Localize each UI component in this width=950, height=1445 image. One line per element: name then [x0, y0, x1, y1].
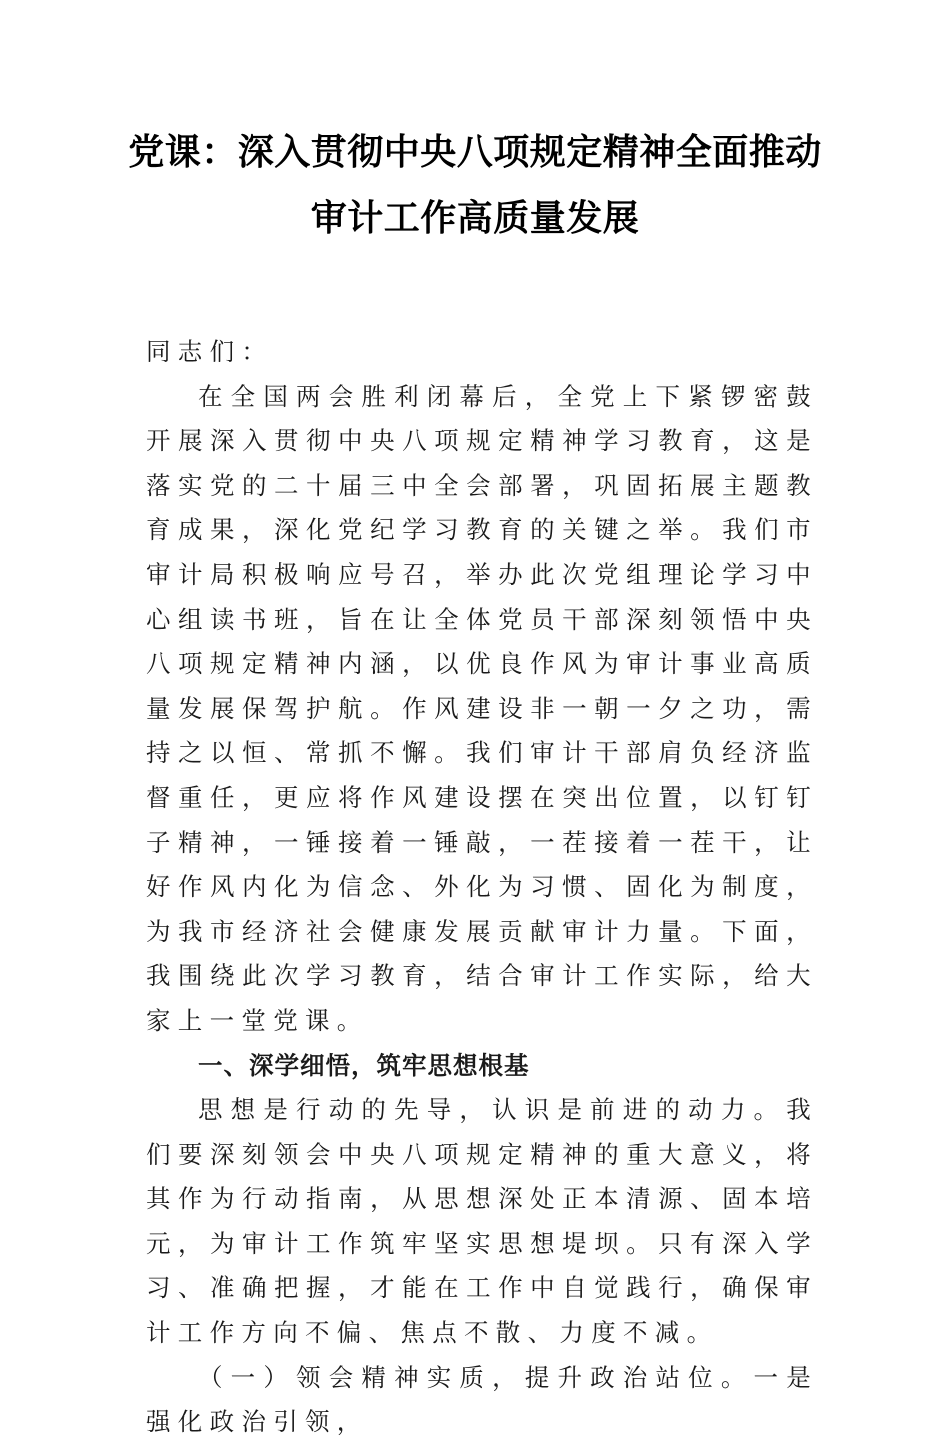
- document-body: [146, 330, 818, 1445]
- document-title-line-1: 党课：深入贯彻中央八项规定精神全面推动: [128, 131, 822, 173]
- section-heading-1: 一、深学细悟，筑牢思想根基: [198, 1050, 530, 1080]
- section-1-paragraph: 思想是行动的先导，认识是前进的动力。我们要深刻领会中央八项规定精神的重大意义，将其作为行动指南，从思想深处正本清源、固本培元，为审计工作筑牢坚实思想堤坝。只有深入学习、准确把握，才能在工作中自觉践行，确保审计工作方向不偏、焦点不散、力度不减。: [146, 1095, 818, 1348]
- document-title-line-2: 审计工作高质量发展: [310, 197, 640, 239]
- salutation: 同志们：: [146, 337, 274, 366]
- intro-paragraph: 在全国两会胜利闭幕后，全党上下紧锣密鼓开展深入贯彻中央八项规定精神学习教育，这是落实党的二十届三中全会部署，巩固拓展主题教育成果，深化党纪学习教育的关键之举。我们市审计局积极响应号召，举办此次党组理论学习中心组读书班，旨在让全体党员干部深刻领悟中央八项规定精神内涵，以优良作风为审计事业高质量发展保驾护航。作风建设非一朝一夕之功，需持之以恒、常抓不懈。我们审计干部肩负经济监督重任，更应将作风建设摆在突出位置，以钉钉子精神，一锤接着一锤敲，一茬接着一茬干，让好作风内化为信念、外化为习惯、固化为制度，为我市经济社会健康发展贡献审计力量。下面，我围绕此次学习教育，结合审计工作实际，给大家上一堂党课。: [146, 381, 818, 1035]
- subsection-1-paragraph: （一）领会精神实质，提升政治站位。一是强化政治引领，: [146, 1362, 818, 1437]
